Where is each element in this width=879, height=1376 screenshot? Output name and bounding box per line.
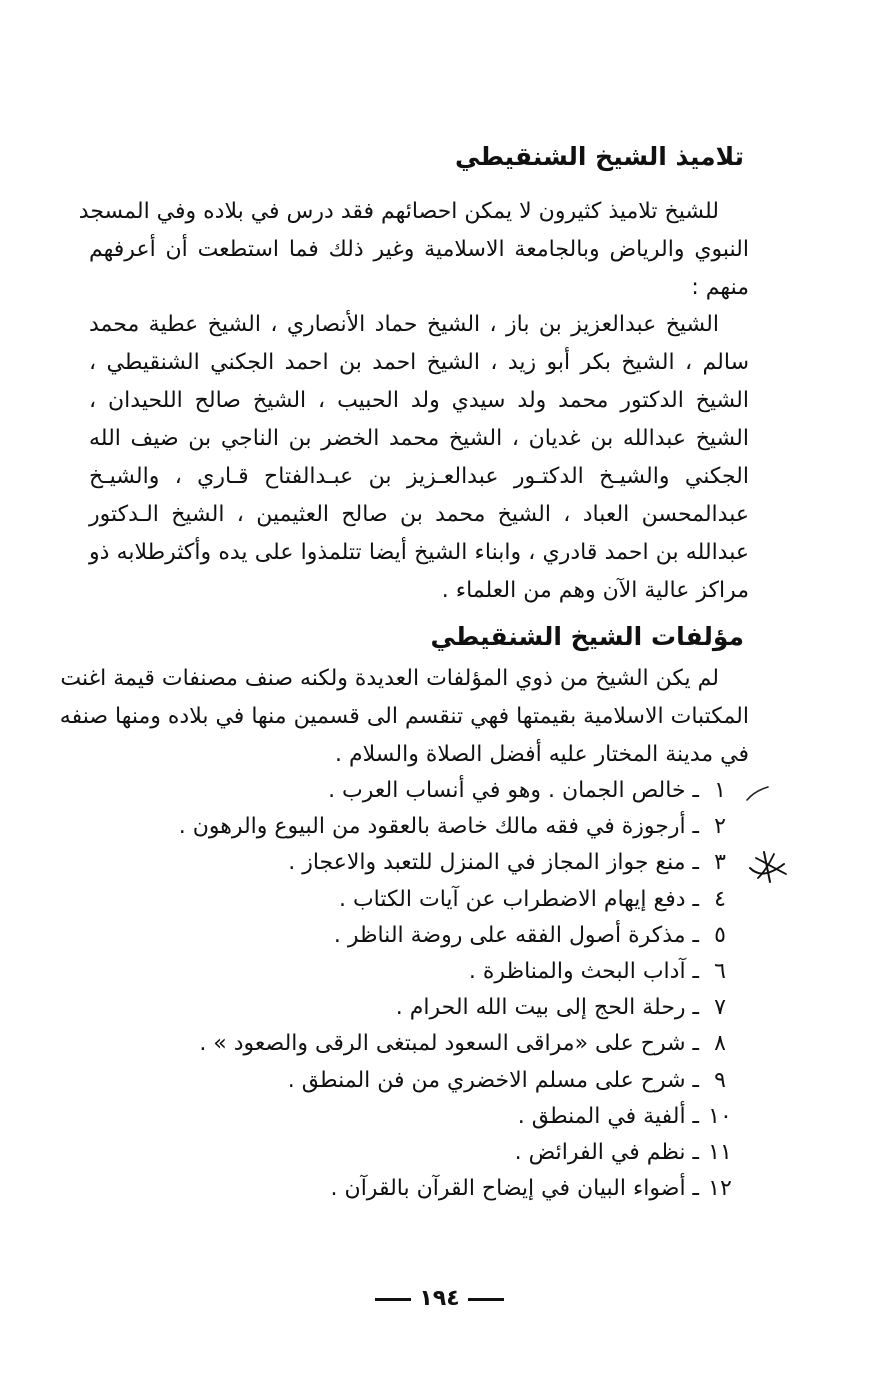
text-line: الجكني والشيـخ الدكتـور عبدالعـزيز بن عبـدالفتاح قـاري ، والشيـخ (89, 464, 749, 489)
list-item (134, 923, 734, 959)
text-line: النبوي والرياض وبالجامعة الاسلامية وغير ذلك فما استطعت أن أعرفهم (89, 237, 749, 262)
text-line: لم يكن الشيخ من ذوي المؤلفات العديدة ولكنه صنف مصنفات قيمة اغنت (60, 666, 719, 691)
list-item (134, 959, 734, 995)
text-line: الشيخ الدكتور محمد ولد سيدي ولد الحبيب ، الشيخ صالح اللحيدان ، (89, 388, 749, 413)
text-line: عبدالمحسن العباد ، الشيخ محمد بن صالح العثيمين ، الشيخ الـدكتور (89, 502, 749, 527)
works-intro-paragraph (59, 660, 749, 774)
item-number: ١٠ (708, 1103, 732, 1129)
text-line: الشيخ عبدالعزيز بن باز ، الشيخ حماد الأنصاري ، الشيخ عطية محمد (89, 312, 719, 337)
item-number: ١١ (708, 1139, 732, 1165)
item-number: ٣ (714, 850, 726, 876)
dash-left (375, 1298, 411, 1301)
item-text: ـ دفع إيهام الاضطراب عن آيات الكتاب . (338, 886, 699, 912)
text-line: عبدالله بن احمد قادري ، وابناء الشيخ أيضا تتلمذوا على يده وأكثرطلابه ذو (89, 540, 749, 565)
list-item (134, 1140, 734, 1176)
text-line: الشيخ عبدالله بن غديان ، الشيخ محمد الخضر بن الناجي بن ضيف الله (89, 426, 749, 451)
item-text: ـ آداب البحث والمناظرة . (468, 958, 699, 984)
dash-right (468, 1298, 504, 1301)
item-number: ٢ (714, 814, 726, 840)
students-paragraph-2 (89, 306, 749, 610)
list-item (134, 887, 734, 923)
text-line: في مدينة المختار عليه أفضل الصلاة والسلام . (335, 742, 749, 767)
list-item (134, 850, 734, 886)
item-text: ـ خالص الجمان . وهو في أنساب العرب . (328, 778, 699, 803)
item-text: ـ أضواء البيان في إيضاح القرآن بالقرآن . (330, 1176, 699, 1202)
item-number: ١ (714, 778, 726, 803)
students-paragraph-1 (78, 193, 749, 307)
item-text: ـ شرح على «مراقى السعود لمبتغى الرقى والصعود » . (199, 1031, 699, 1057)
text-line: مراكز عالية الآن وهم من العلماء . (441, 578, 749, 603)
list-item (134, 1176, 734, 1212)
item-text: ـ نظم في الفرائض . (514, 1139, 699, 1165)
item-number: ٩ (714, 1067, 726, 1093)
item-text: ـ رحلة الحج إلى بيت الله الحرام . (395, 995, 699, 1021)
item-text: ـ أرجوزة في فقه مالك خاصة بالعقود من البيوع والرهون . (178, 814, 699, 840)
text-line: المكتبات الاسلامية بقيمتها فهي تنقسم الى قسمين منها في بلاده ومنها صنفه (59, 704, 749, 729)
page-number-text: ١٩٤ (419, 1286, 460, 1311)
item-number: ٥ (714, 922, 726, 948)
list-item (134, 814, 734, 850)
list-item (134, 1104, 734, 1140)
list-item (134, 1031, 734, 1067)
pen-scribble-mark (746, 846, 790, 886)
text-line: للشيخ تلاميذ كثيرون لا يمكن احصائهم فقد درس في بلاده وفي المسجد (78, 199, 719, 224)
item-text: ـ مذكرة أصول الفقه على روضة الناظر . (333, 922, 699, 948)
item-number: ٦ (714, 958, 726, 984)
item-text: ـ منع جواز المجاز في المنزل للتعبد والاعجاز . (288, 850, 699, 876)
page-number (0, 1286, 879, 1311)
item-text: ـ ألفية في المنطق . (517, 1103, 699, 1129)
pen-tick-mark (744, 784, 774, 804)
item-number: ٨ (714, 1031, 726, 1057)
section-heading-students: تلاميذ الشيخ الشنقيطي (455, 142, 744, 171)
list-item (134, 995, 734, 1031)
section-heading-works: مؤلفات الشيخ الشنقيطي (430, 622, 744, 651)
list-item (134, 778, 734, 814)
item-number: ٤ (714, 886, 726, 912)
item-number: ٧ (714, 995, 726, 1021)
works-list (134, 778, 734, 1212)
item-number: ١٢ (708, 1176, 732, 1202)
text-line: سالم ، الشيخ بكر أبو زيد ، الشيخ احمد بن احمد الجكني الشنقيطي ، (89, 350, 749, 375)
text-line: منهم : (691, 275, 749, 300)
item-text: ـ شرح على مسلم الاخضري من فن المنطق . (287, 1067, 699, 1093)
list-item (134, 1068, 734, 1104)
